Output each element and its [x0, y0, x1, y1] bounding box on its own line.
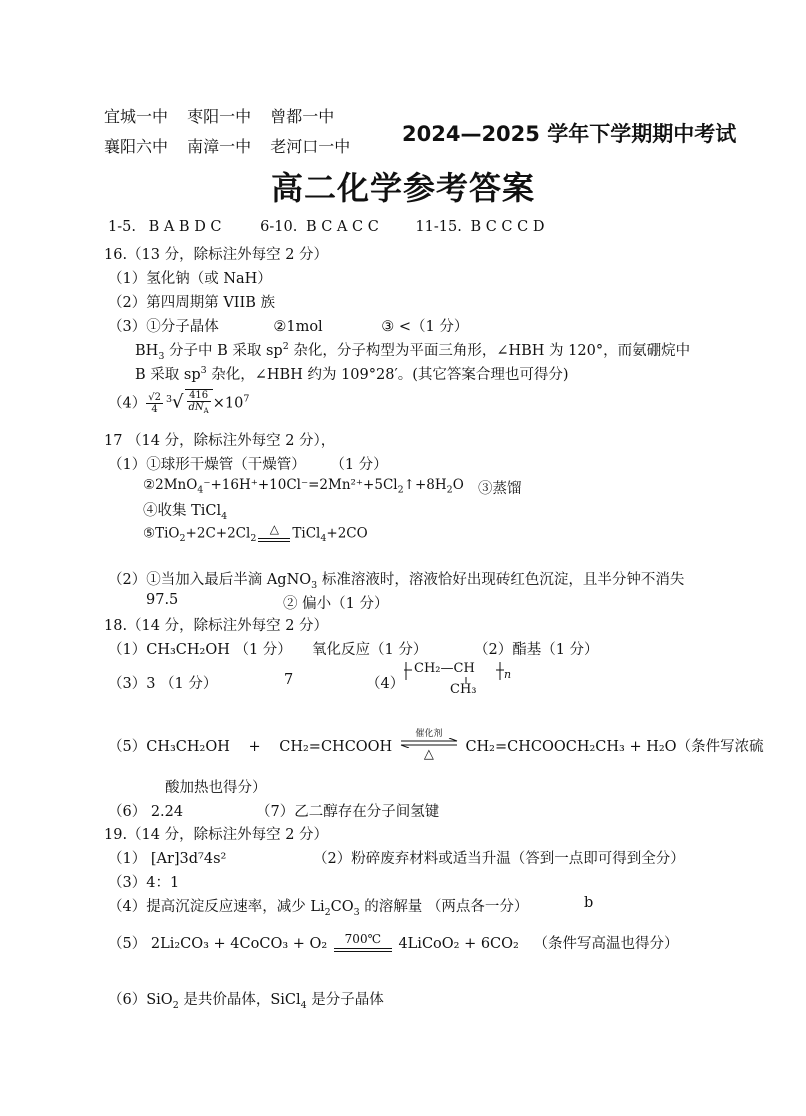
- numerator: 416: [187, 390, 211, 402]
- q19-answer-5-equation: [108, 932, 678, 954]
- subscript: 4: [221, 510, 228, 522]
- temperature-condition-equals: [332, 934, 394, 954]
- q17-answer-1-2: [143, 477, 464, 496]
- polypropylene-structure: [404, 660, 534, 697]
- answer-part: ③ <（1 分）: [381, 319, 469, 335]
- q17-answer-1-5-equation: [143, 524, 368, 544]
- school-name: 枣阳一中: [187, 107, 252, 126]
- subscript: 2: [324, 906, 331, 918]
- text: +2CO: [326, 525, 368, 542]
- heat-label: △: [423, 747, 434, 762]
- text: dN: [188, 402, 204, 413]
- subscript: 3: [158, 350, 165, 362]
- q18-answer-5-equation: [108, 730, 764, 764]
- text: 4LiCoO₂ + 6CO₂: [398, 936, 519, 952]
- subscript: 4: [300, 999, 307, 1011]
- answer-label: （4）: [108, 395, 147, 412]
- text: 标准溶液时，溶液恰好出现砖红色沉淀，且半分钟不消失: [317, 572, 685, 588]
- text: 杂化，分子构型为平面三角形，∠HBH 为 120°，而氨硼烷中: [288, 343, 691, 359]
- q19-answer-3: （3）4：1: [108, 875, 180, 891]
- superscript: 7: [243, 393, 250, 405]
- q16-answer-3: [108, 315, 468, 336]
- school-list-row2: [104, 134, 350, 157]
- radical-sign: √: [172, 391, 184, 413]
- text: +: [248, 739, 261, 755]
- text: 的溶解量 （两点各一分）: [359, 899, 529, 915]
- mc-group-answers: B A B D C: [148, 219, 222, 235]
- subscript: 2: [397, 484, 404, 496]
- school-name: 宜城一中: [104, 107, 169, 126]
- q19-answer-1: （1） [Ar]3d⁷4s²: [108, 851, 227, 867]
- text: ②2MnO: [143, 477, 198, 493]
- subscript: 3: [353, 906, 360, 918]
- q19-answer-4b: b: [584, 895, 594, 911]
- q16-answer-3-explanation-line1: [135, 339, 690, 362]
- q18-answer-1b: 氧化反应（1 分）: [312, 642, 428, 658]
- text: ⑤TiO: [143, 525, 180, 542]
- q17-heading: 17 （14 分，除标注外每空 2 分），: [104, 433, 336, 449]
- condition-text: △: [269, 522, 279, 536]
- q19-answer-4: [108, 895, 528, 918]
- school-name: 老河口一中: [270, 137, 351, 156]
- mc-group-label: 11-15.: [415, 219, 462, 235]
- text: （5）: [108, 936, 147, 952]
- q18-answer-4-polymer: [404, 660, 534, 697]
- school-name: 南漳一中: [187, 137, 252, 156]
- school-name: 曾都一中: [270, 107, 335, 126]
- exam-title: 2024—2025 学年下学期期中考试: [402, 122, 737, 146]
- text: ④收集 TiCl: [143, 503, 222, 519]
- answer-part: ①球形干燥管（干燥管）: [146, 457, 306, 473]
- text: CH₂=CHCOOH: [279, 739, 393, 755]
- subscript: 4: [197, 484, 204, 496]
- text: （4）提高沉淀反应速率，减少 Li: [108, 899, 325, 915]
- catalyst-label: 催化剂: [415, 729, 443, 739]
- subscript: A: [203, 407, 209, 415]
- q18-heading: 18.（14 分，除标注外每空 2 分）: [104, 618, 329, 634]
- school-name: 襄阳六中: [104, 137, 169, 156]
- answer-label: （3）: [108, 319, 147, 335]
- numerator: √2: [148, 392, 161, 403]
- mc-group-answers: B C A C C: [305, 219, 379, 235]
- q19-answer-6: [108, 988, 384, 1011]
- q18-answer-7: （7）乙二醇存在分子间氢键: [256, 804, 440, 820]
- mc-group-label: 1-5.: [108, 219, 136, 235]
- text: BH: [135, 343, 159, 359]
- polymer-backbone: CH₂—CH: [414, 661, 475, 676]
- q18-answer-4-label: （4）: [366, 676, 405, 692]
- q18-answer-3b: 7: [284, 672, 294, 688]
- fraction: [146, 392, 163, 415]
- heating-condition-equals: [256, 524, 292, 544]
- text: （6）SiO: [108, 992, 173, 1008]
- subscript: 4: [320, 533, 327, 545]
- mc-answers: [108, 219, 544, 235]
- subscript: 2: [179, 533, 186, 545]
- school-list-row1: [104, 104, 334, 127]
- subscript: 2: [446, 484, 453, 496]
- root-index: 3: [165, 393, 173, 405]
- q16-answer-1: （1）氢化钠（或 NaH）: [108, 271, 272, 287]
- rule: [334, 948, 392, 949]
- condition-text: 700℃: [344, 932, 381, 946]
- text: CH₂=CHCOOCH₂CH₃ + H₂O（条件写浓硫: [465, 739, 764, 755]
- q18-answer-2: （2）酯基（1 分）: [474, 642, 599, 658]
- fraction: [187, 390, 211, 417]
- text: 是共价晶体，SiCl: [178, 992, 301, 1008]
- answer-part: ①分子晶体: [146, 319, 219, 335]
- mc-group-answers: B C C C D: [470, 219, 545, 235]
- q18-answer-6: （6） 2.24: [108, 804, 184, 820]
- text: ↑+8H: [403, 477, 447, 493]
- rule: [334, 951, 392, 952]
- subscript: 3: [311, 579, 318, 591]
- text: （2）①当加入最后半滴 AgNO: [108, 572, 312, 588]
- reversible-arrow: [397, 730, 461, 764]
- text: CO: [330, 899, 354, 915]
- q19-answer-2: （2）粉碎废弃材料或适当升温（答到一点即可得到全分）: [313, 851, 685, 867]
- text: 分子中 B 采取 sp: [164, 343, 283, 359]
- q18-answer-3: （3）3 （1 分）: [108, 676, 218, 692]
- subscript: 2: [172, 999, 179, 1011]
- q17-answer-2-value: 97.5: [146, 592, 179, 608]
- text: O: [452, 477, 464, 493]
- text: +2C+2Cl: [185, 525, 251, 542]
- methyl-substituent: CH₃: [450, 682, 477, 697]
- q19-heading: 19.（14 分，除标注外每空 2 分）: [104, 827, 329, 843]
- answer-label: （1）: [108, 457, 147, 473]
- answer-part: （1 分）: [330, 457, 388, 473]
- text: ⁻+16H⁺+10Cl⁻=2Mn²⁺+5Cl: [203, 477, 398, 493]
- text: 是分子晶体: [306, 992, 384, 1008]
- document-title: 高二化学参考答案: [271, 169, 536, 207]
- q16-answer-2: （2）第四周期第 VIIB 族: [108, 295, 276, 311]
- subscript: 2: [250, 533, 257, 545]
- denominator: 4: [151, 404, 158, 415]
- radicand: [185, 389, 213, 417]
- text: TiCl: [292, 525, 321, 542]
- superscript: 2: [282, 341, 289, 353]
- degree-of-polymerization: n: [504, 668, 512, 681]
- text: 2Li₂CO₃ + 4CoCO₃ + O₂: [150, 936, 328, 952]
- q18-answer-1: （1）CH₃CH₂OH （1 分）: [108, 642, 292, 658]
- q17-answer-2-1: [108, 568, 684, 591]
- q18-answer-5-note: 酸加热也得分）: [165, 780, 267, 796]
- superscript: 3: [200, 365, 207, 377]
- q17-answer-2-2: ② 偏小（1 分）: [283, 596, 389, 612]
- text: B 采取 sp: [135, 367, 201, 383]
- q16-answer-3-explanation-line2: [135, 363, 569, 384]
- answer-part: ②1mol: [273, 319, 323, 335]
- mc-group-label: 6-10.: [260, 219, 298, 235]
- denominator: [187, 402, 211, 417]
- q16-heading: 16.（13 分，除标注外每空 2 分）: [104, 247, 329, 263]
- text: （5）CH₃CH₂OH: [108, 739, 230, 755]
- q17-answer-1-4: [143, 499, 227, 522]
- text: ×10: [212, 395, 244, 412]
- q16-answer-4: [108, 389, 249, 417]
- rule: [258, 538, 290, 539]
- text: （条件写高温也得分）: [533, 936, 679, 952]
- text: 杂化，∠HBH 约为 109°28′。(其它答案合理也可得分): [206, 367, 569, 383]
- q17-answer-1-1: [108, 453, 388, 474]
- rule: [258, 541, 290, 542]
- q17-answer-1-3: ③蒸馏: [478, 481, 522, 497]
